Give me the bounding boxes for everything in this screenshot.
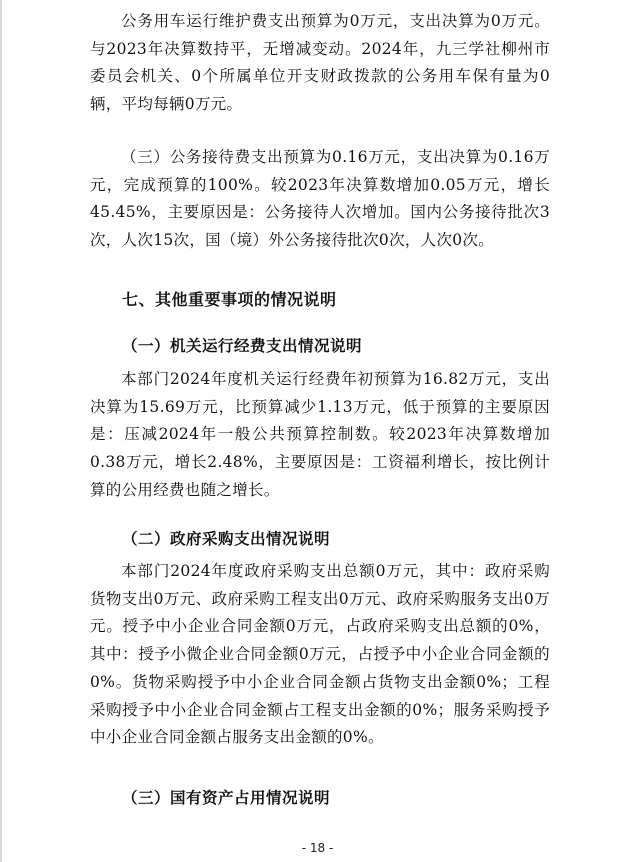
paragraph-procurement: 本部门2024年度政府采购支出总额0万元，其中：政府采购货物支出0万元、政府采购工程支出0万元、政府采购服务支出0万元。授予中小企业合同金额0万元，占政府采购支出总额的0%，其中：授予小微企业合同金额0万元，占授予中小企业合同金额的0%。货物采购授予中小企业合同金额占货物支出金额0%；工程采购授予中小企业合同金额占工程支出金额的0%；服务采购授予中小企业合同金额占服务支出金额的0%。: [90, 562, 550, 747]
subsection-heading-operating-expenses: （一）机关运行经费支出情况说明: [122, 337, 363, 355]
paragraph-official-reception: （三）公务接待费支出预算为0.16万元，支出决算为0.16万元，完成预算的100%。较2023年决算数增加0.05万元，增长45.45%，主要原因是：公务接待人次增加。国内公务接待批次3次，人次15次，国（境）外公务接待批次0次，人次0次。: [90, 148, 550, 250]
subsection-heading-state-assets: （三）国有资产占用情况说明: [122, 789, 331, 807]
paragraph-vehicle-maintenance: 公务用车运行维护费支出预算为0万元，支出决算为0万元。与2023年决算数持平，无增减变动。2024年，九三学社柳州市委员会机关、0个所属单位开支财政拨款的公务用车保有量为0辆，平均每辆0万元。: [90, 12, 550, 114]
subsection-heading-procurement: （二）政府采购支出情况说明: [122, 530, 331, 548]
page-edge: [0, 0, 2, 862]
page-number: - 18 -: [301, 841, 334, 855]
paragraph-operating-expenses: 本部门2024年度机关运行经费年初预算为16.82万元，支出决算为15.69万元，比预算减少1.13万元，低于预算的主要原因是：压减2024年一般公共预算控制数。较2023年决算数增加0.38万元，增长2.48%，主要原因是：工资福利增长，按比例计算的公用经费也随之增长。: [90, 370, 550, 499]
section-heading-other-matters: 七、其他重要事项的情况说明: [122, 290, 337, 309]
